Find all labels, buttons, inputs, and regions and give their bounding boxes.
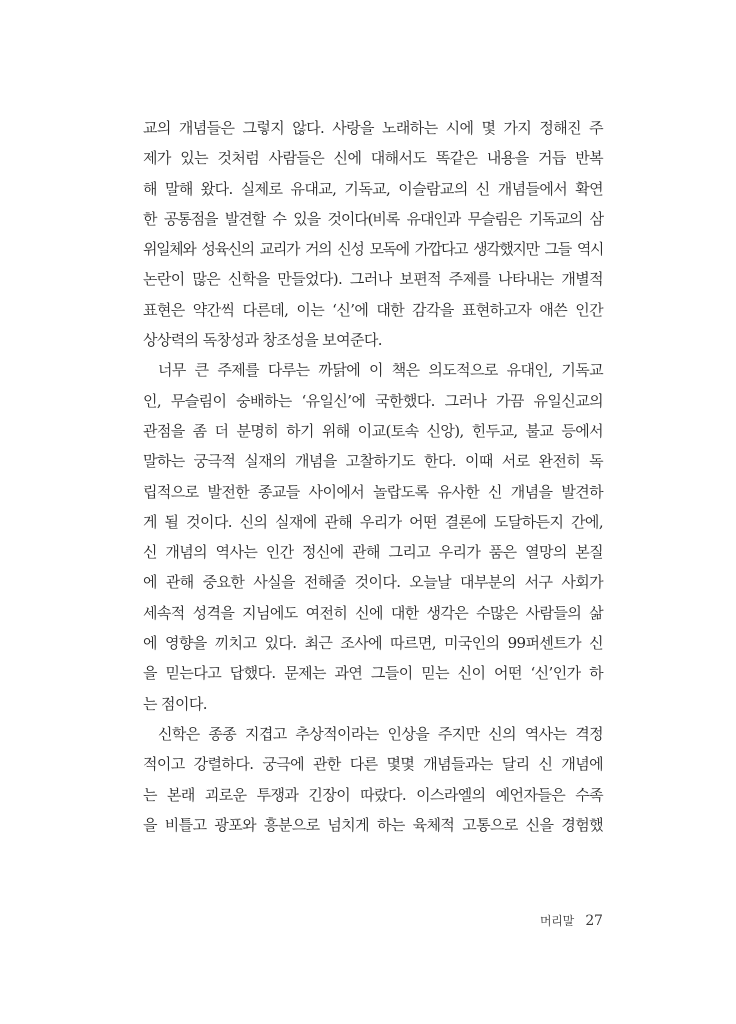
text-line: 는 본래 괴로운 투쟁과 긴장이 따랐다. 이스라엘의 예언자들은 수족 [143,785,603,804]
text-line: 세속적 성격을 지님에도 여전히 신에 대한 생각은 수많은 사람들의 삶 [143,603,603,622]
text-line: 게 될 것이다. 신의 실재에 관해 우리가 어떤 결론에 도달하든지 간에, [143,512,603,531]
page-number: 27 [585,913,603,929]
text-line: 립적으로 발전한 종교들 사이에서 놀랍도록 유사한 신 개념을 발견하 [143,482,603,501]
text-line: 논란이 많은 신학을 만들었다). 그러나 보편적 주제를 나타내는 개별적 [143,270,603,289]
paragraph-start-line: 너무 큰 주제를 다루는 까닭에 이 책은 의도적으로 유대인, 기독교 [158,361,603,380]
body-text [143,113,603,840]
text-line: 신 개념의 역사는 인간 정신에 관해 그리고 우리가 품은 열망의 본질 [143,543,603,562]
text-line: 인, 무슬림이 숭배하는 ‘유일신’에 국한했다. 그러나 가끔 유일신교의 [143,391,603,410]
paragraph-start-line: 신학은 종종 지겹고 추상적이라는 인상을 주지만 신의 역사는 격정 [158,724,603,743]
page-footer [540,912,603,929]
text-line: 해 말해 왔다. 실제로 유대교, 기독교, 이슬람교의 신 개념들에서 확연 [143,179,603,198]
text-line: 상상력의 독창성과 창조성을 보여준다. [143,331,382,350]
text-line: 교의 개념들은 그렇지 않다. 사랑을 노래하는 시에 몇 가지 정해진 주 [143,119,603,137]
text-line: 적이고 강렬하다. 궁극에 관한 다른 몇몇 개념들과는 달리 신 개념에 [143,755,603,774]
running-footer-section: 머리말 [540,914,574,928]
text-line: 위일체와 성육신의 교리가 거의 신성 모독에 가깝다고 생각했지만 그들 역시 [143,240,603,259]
text-line: 말하는 궁극적 실재의 개념을 고찰하기도 한다. 이때 서로 완전히 독 [143,452,603,471]
text-line: 을 비틀고 광포와 흥분으로 넘치게 하는 육체적 고통으로 신을 경험했 [143,815,603,834]
text-line: 에 관해 중요한 사실을 전해줄 것이다. 오늘날 대부분의 서구 사회가 [143,573,603,592]
text-line: 에 영향을 끼치고 있다. 최근 조사에 따르면, 미국인의 99퍼센트가 신 [143,634,603,653]
text-line: 한 공통점을 발견할 수 있을 것이다(비록 유대인과 무슬림은 기독교의 삼 [143,209,603,228]
text-line: 표현은 약간씩 다른데, 이는 ‘신’에 대한 감각을 표현하고자 애쓴 인간 [143,300,603,319]
text-line: 제가 있는 것처럼 사람들은 신에 대해서도 똑같은 내용을 거듭 반복 [143,149,603,168]
text-line: 는 점이다. [143,694,207,713]
text-line: 을 믿는다고 답했다. 문제는 과연 그들이 믿는 신이 어떤 ‘신’인가 하 [143,664,603,683]
text-line: 관점을 좀 더 분명히 하기 위해 이교(토속 신앙), 힌두교, 불교 등에서 [143,421,603,440]
